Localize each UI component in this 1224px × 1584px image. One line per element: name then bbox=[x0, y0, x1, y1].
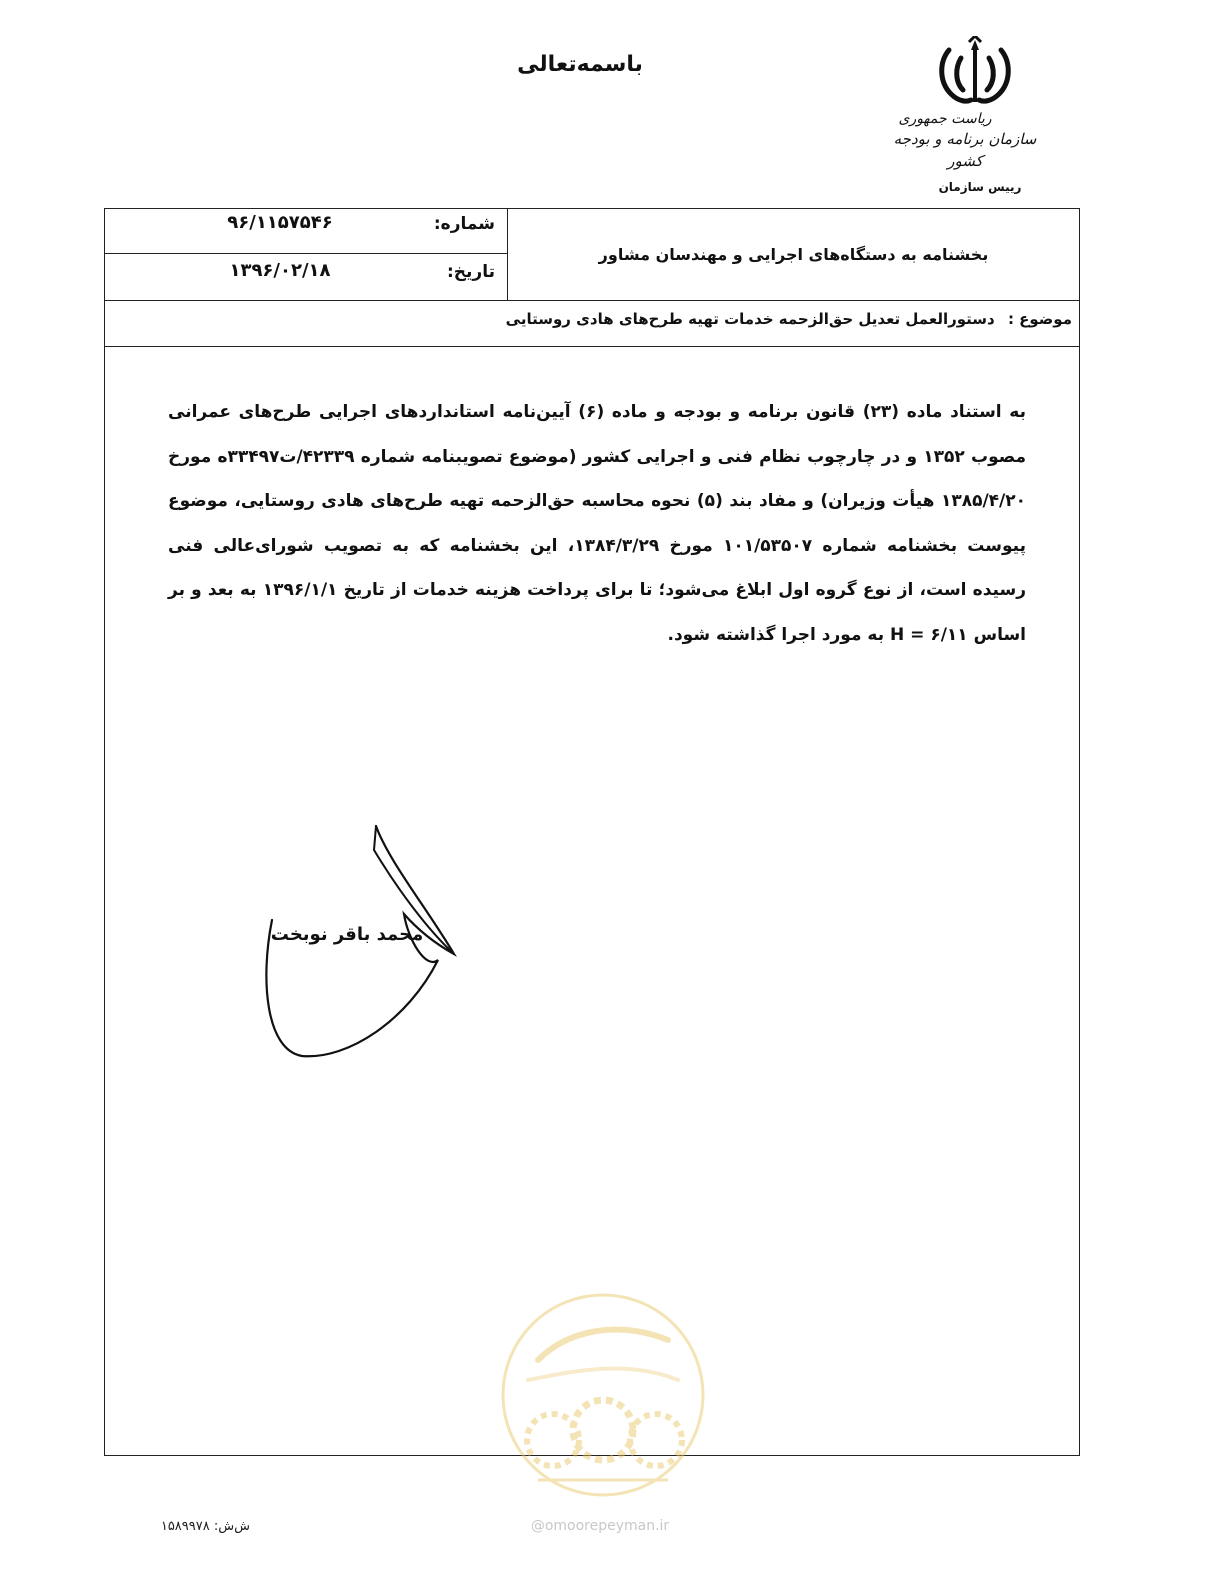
org-name: سازمان برنامه و بودجه کشور bbox=[893, 130, 1037, 170]
table-divider bbox=[105, 346, 1079, 347]
number-value: ۹۶/۱۱۵۷۵۴۶ bbox=[227, 212, 333, 233]
org-head-title: رییس سازمان bbox=[938, 180, 1022, 194]
recipient bbox=[508, 209, 1079, 300]
subject-row bbox=[110, 310, 1072, 328]
number-label: شماره: bbox=[433, 214, 495, 234]
table-divider bbox=[105, 253, 507, 254]
organization-block bbox=[880, 110, 1050, 194]
signer-name: محمد باقر نوبخت bbox=[270, 924, 424, 945]
subject-text: دستورالعمل تعدیل حق‌الزحمه خدمات تهیه طرح‌های هادی روستایی bbox=[505, 310, 995, 328]
org-presidency: ریاست جمهوری bbox=[898, 111, 992, 127]
watermark-url: @omoorepeyman.ir bbox=[530, 1518, 670, 1534]
omoorepeyman-seal-icon bbox=[498, 1290, 708, 1500]
signature-icon bbox=[258, 820, 468, 1070]
subject-label: موضوع : bbox=[1007, 310, 1072, 328]
date-label: تاریخ: bbox=[447, 262, 495, 282]
header-title: باسمه‌تعالی bbox=[517, 52, 643, 77]
iran-emblem-icon bbox=[935, 36, 1015, 108]
footer-code: ش‌ش: ۱۵۸۹۹۷۸ bbox=[160, 1519, 250, 1534]
table-divider bbox=[105, 300, 1079, 301]
letter-body: به استناد ماده (۲۳) قانون برنامه و بودجه و ماده (۶) آیین‌نامه استانداردهای اجرایی طرح‌های عمرانی مصوب ۱۳۵۲ و در چارچوب نظام فنی و اجرایی کشور (موضوع تصویبنامه شماره ۴۲۳۳۹/ت۳۳۴۹۷ه مورخ ۱۳۸۵/۴/۲۰ هیأت وزیران) و مفاد بند (۵) نحوه محاسبه حق‌الزحمه تهیه طرح‌های هادی روستایی، موضوع پیوست بخشنامه شماره ۱۰۱/۵۳۵۰۷ مورخ ۱۳۸۴/۳/۲۹، این بخشنامه که به تصویب شورای‌عالی فنی رسیده است، از نوع گروه اول ابلاغ می‌شود؛ تا برای پرداخت هزینه خدمات از تاریخ ۱۳۹۶/۱/۱ به بعد و بر اساس H = ۶/۱۱ به مورد اجرا گذاشته شود. bbox=[168, 402, 1027, 645]
date-value: ۱۳۹۶/۰۲/۱۸ bbox=[229, 260, 331, 281]
recipient-text: بخشنامه به دستگاه‌های اجرایی و مهندسان مشاور bbox=[598, 245, 989, 264]
